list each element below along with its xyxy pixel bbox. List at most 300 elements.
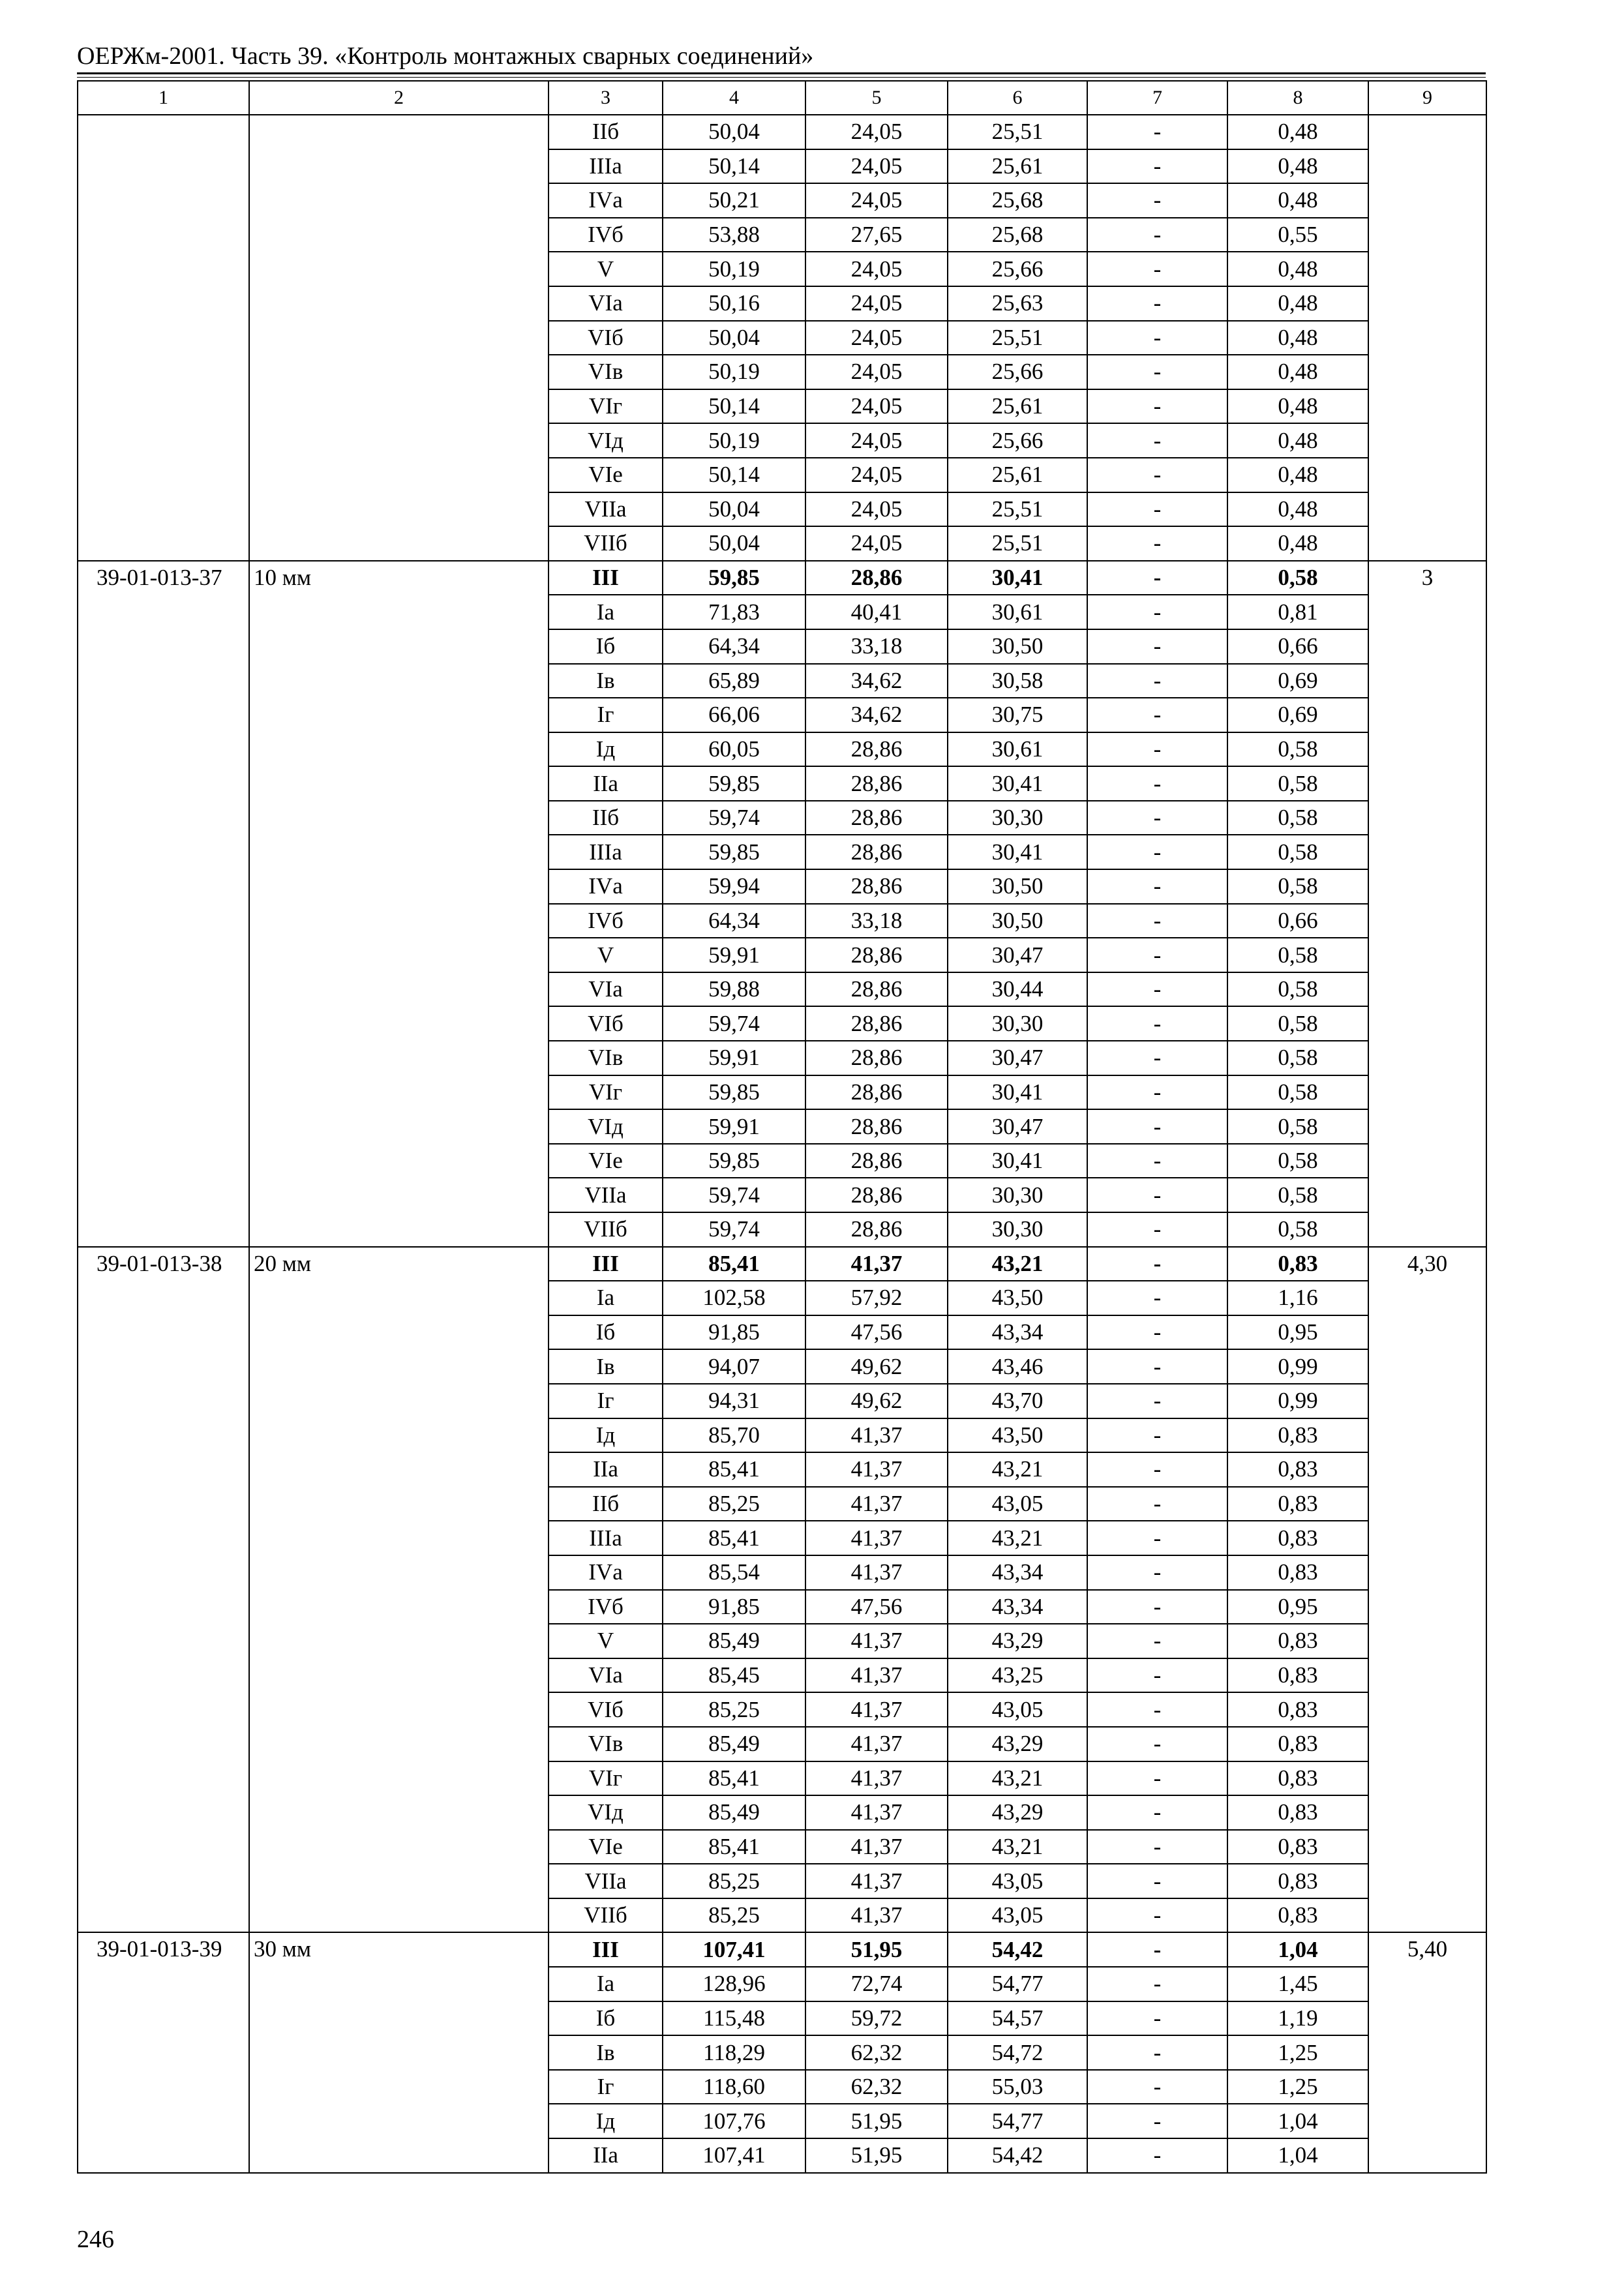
machine-cost-cell: 25,61 — [948, 389, 1087, 424]
labor-cost-cell: 72,74 — [805, 1967, 948, 2001]
measure-unit-cell: 20 мм — [249, 1247, 549, 1933]
labor-cost-cell: 49,62 — [805, 1349, 948, 1384]
zone-cell: VIд — [549, 1795, 663, 1830]
machine-cost-cell: 43,34 — [948, 1590, 1087, 1624]
machine-cost-cell: 43,21 — [948, 1247, 1087, 1281]
total-cost-cell: 50,14 — [663, 458, 805, 492]
labor-cost-cell: 34,62 — [805, 698, 948, 732]
labor-cost-cell: 28,86 — [805, 1212, 948, 1247]
total-cost-cell: 59,74 — [663, 801, 805, 835]
column-numbers-row — [78, 81, 1486, 115]
labor-cost-cell: 28,86 — [805, 938, 948, 972]
consumption-cell — [1368, 115, 1486, 561]
labor-cost-cell: 33,18 — [805, 629, 948, 664]
zone-cell: VIб — [549, 321, 663, 355]
materials-cost-cell: - — [1087, 1864, 1227, 1898]
labor-cost-cell: 51,95 — [805, 2104, 948, 2138]
zone-cell: VIа — [549, 972, 663, 1007]
total-cost-cell: 128,96 — [663, 1967, 805, 2001]
machine-cost-cell: 25,63 — [948, 286, 1087, 321]
zone-cell: VIг — [549, 1075, 663, 1110]
labor-hours-cell: 0,66 — [1227, 629, 1368, 664]
total-cost-cell: 107,41 — [663, 1932, 805, 1967]
total-cost-cell: 71,83 — [663, 595, 805, 629]
consumption-cell: 5,40 — [1368, 1932, 1486, 2172]
materials-cost-cell: - — [1087, 835, 1227, 869]
labor-hours-cell: 1,45 — [1227, 1967, 1368, 2001]
labor-hours-cell: 1,25 — [1227, 2035, 1368, 2070]
machine-cost-cell: 43,34 — [948, 1315, 1087, 1350]
labor-hours-cell: 0,81 — [1227, 595, 1368, 629]
labor-cost-cell: 34,62 — [805, 664, 948, 698]
labor-hours-cell: 1,04 — [1227, 2104, 1368, 2138]
labor-hours-cell: 0,58 — [1227, 1144, 1368, 1178]
machine-cost-cell: 55,03 — [948, 2070, 1087, 2104]
zone-cell: Iг — [549, 698, 663, 732]
labor-hours-cell: 0,83 — [1227, 1521, 1368, 1555]
labor-hours-cell: 0,83 — [1227, 1692, 1368, 1727]
materials-cost-cell: - — [1087, 1795, 1227, 1830]
machine-cost-cell: 30,30 — [948, 1212, 1087, 1247]
labor-hours-cell: 1,04 — [1227, 2138, 1368, 2173]
machine-cost-cell: 30,30 — [948, 1006, 1087, 1041]
machine-cost-cell: 43,05 — [948, 1864, 1087, 1898]
total-cost-cell: 85,25 — [663, 1692, 805, 1727]
total-cost-cell: 50,04 — [663, 115, 805, 149]
materials-cost-cell: - — [1087, 1521, 1227, 1555]
zone-cell: VIб — [549, 1692, 663, 1727]
labor-hours-cell: 0,48 — [1227, 458, 1368, 492]
zone-cell: Iг — [549, 1384, 663, 1418]
header-rule-thick — [77, 72, 1486, 74]
total-cost-cell: 85,49 — [663, 1795, 805, 1830]
zone-cell: IVб — [549, 218, 663, 252]
total-cost-cell: 85,41 — [663, 1452, 805, 1487]
total-cost-cell: 59,94 — [663, 869, 805, 904]
labor-hours-cell: 0,83 — [1227, 1555, 1368, 1590]
labor-cost-cell: 41,37 — [805, 1692, 948, 1727]
rate-code-cell: 39-01-013-37 — [78, 561, 249, 1247]
zone-cell: Iд — [549, 1418, 663, 1453]
machine-cost-cell: 43,21 — [948, 1830, 1087, 1864]
materials-cost-cell: - — [1087, 2035, 1227, 2070]
labor-hours-cell: 0,58 — [1227, 972, 1368, 1007]
total-cost-cell: 107,76 — [663, 2104, 805, 2138]
materials-cost-cell: - — [1087, 698, 1227, 732]
labor-hours-cell: 0,83 — [1227, 1830, 1368, 1864]
machine-cost-cell: 30,58 — [948, 664, 1087, 698]
labor-hours-cell: 0,58 — [1227, 561, 1368, 595]
zone-cell: IVа — [549, 869, 663, 904]
labor-cost-cell: 28,86 — [805, 835, 948, 869]
total-cost-cell: 59,85 — [663, 1144, 805, 1178]
materials-cost-cell: - — [1087, 1967, 1227, 2001]
machine-cost-cell: 30,47 — [948, 1109, 1087, 1144]
total-cost-cell: 50,19 — [663, 423, 805, 458]
materials-cost-cell: - — [1087, 183, 1227, 218]
column-number: 8 — [1227, 81, 1368, 115]
zone-cell: Iд — [549, 732, 663, 767]
labor-cost-cell: 24,05 — [805, 492, 948, 527]
materials-cost-cell: - — [1087, 1349, 1227, 1384]
zone-cell: Iб — [549, 1315, 663, 1350]
machine-cost-cell: 43,05 — [948, 1898, 1087, 1933]
zone-cell: VIа — [549, 286, 663, 321]
rate-code-cell: 39-01-013-38 — [78, 1247, 249, 1933]
labor-hours-cell: 0,48 — [1227, 149, 1368, 184]
zone-cell: III — [549, 1247, 663, 1281]
machine-cost-cell: 25,61 — [948, 149, 1087, 184]
labor-hours-cell: 0,83 — [1227, 1898, 1368, 1933]
materials-cost-cell: - — [1087, 321, 1227, 355]
zone-cell: VIIа — [549, 1178, 663, 1212]
total-cost-cell: 59,88 — [663, 972, 805, 1007]
total-cost-cell: 59,74 — [663, 1212, 805, 1247]
labor-cost-cell: 24,05 — [805, 355, 948, 389]
materials-cost-cell: - — [1087, 1727, 1227, 1761]
total-cost-cell: 59,91 — [663, 938, 805, 972]
table-row — [78, 561, 1486, 595]
total-cost-cell: 50,04 — [663, 492, 805, 527]
labor-cost-cell: 24,05 — [805, 458, 948, 492]
labor-cost-cell: 28,86 — [805, 1109, 948, 1144]
zone-cell: Iб — [549, 629, 663, 664]
machine-cost-cell: 30,50 — [948, 629, 1087, 664]
materials-cost-cell: - — [1087, 1590, 1227, 1624]
machine-cost-cell: 25,51 — [948, 321, 1087, 355]
column-number: 2 — [249, 81, 549, 115]
labor-hours-cell: 0,48 — [1227, 286, 1368, 321]
labor-hours-cell: 0,83 — [1227, 1727, 1368, 1761]
zone-cell: VIа — [549, 1658, 663, 1693]
labor-hours-cell: 1,16 — [1227, 1281, 1368, 1315]
labor-cost-cell: 28,86 — [805, 801, 948, 835]
labor-hours-cell: 0,83 — [1227, 1624, 1368, 1658]
materials-cost-cell: - — [1087, 1384, 1227, 1418]
materials-cost-cell: - — [1087, 1418, 1227, 1453]
labor-cost-cell: 41,37 — [805, 1898, 948, 1933]
total-cost-cell: 59,85 — [663, 1075, 805, 1110]
machine-cost-cell: 30,50 — [948, 869, 1087, 904]
zone-cell: VIIб — [549, 1898, 663, 1933]
labor-cost-cell: 62,32 — [805, 2070, 948, 2104]
machine-cost-cell: 25,66 — [948, 423, 1087, 458]
labor-cost-cell: 24,05 — [805, 423, 948, 458]
zone-cell: V — [549, 1624, 663, 1658]
total-cost-cell: 50,04 — [663, 321, 805, 355]
machine-cost-cell: 30,47 — [948, 938, 1087, 972]
total-cost-cell: 115,48 — [663, 2001, 805, 2036]
labor-hours-cell: 0,48 — [1227, 252, 1368, 286]
total-cost-cell: 85,25 — [663, 1864, 805, 1898]
materials-cost-cell: - — [1087, 1006, 1227, 1041]
labor-cost-cell: 24,05 — [805, 115, 948, 149]
zone-cell: VIб — [549, 1006, 663, 1041]
materials-cost-cell: - — [1087, 423, 1227, 458]
materials-cost-cell: - — [1087, 1898, 1227, 1933]
labor-cost-cell: 28,86 — [805, 1075, 948, 1110]
total-cost-cell: 94,31 — [663, 1384, 805, 1418]
zone-cell: IIа — [549, 1452, 663, 1487]
total-cost-cell: 85,49 — [663, 1624, 805, 1658]
labor-hours-cell: 0,58 — [1227, 801, 1368, 835]
zone-cell: IIIа — [549, 835, 663, 869]
zone-cell: VIг — [549, 1761, 663, 1796]
labor-hours-cell: 0,69 — [1227, 664, 1368, 698]
zone-cell: VIIа — [549, 492, 663, 527]
materials-cost-cell: - — [1087, 149, 1227, 184]
zone-cell: IIа — [549, 2138, 663, 2173]
labor-hours-cell: 0,83 — [1227, 1418, 1368, 1453]
labor-hours-cell: 0,58 — [1227, 766, 1368, 801]
column-number: 1 — [78, 81, 249, 115]
rate-code-cell: 39-01-013-39 — [78, 1932, 249, 2172]
materials-cost-cell: - — [1087, 1658, 1227, 1693]
machine-cost-cell: 30,75 — [948, 698, 1087, 732]
labor-cost-cell: 28,86 — [805, 1006, 948, 1041]
zone-cell: VIг — [549, 389, 663, 424]
materials-cost-cell: - — [1087, 766, 1227, 801]
labor-cost-cell: 24,05 — [805, 252, 948, 286]
total-cost-cell: 118,60 — [663, 2070, 805, 2104]
materials-cost-cell: - — [1087, 904, 1227, 938]
machine-cost-cell: 25,51 — [948, 492, 1087, 527]
machine-cost-cell: 30,44 — [948, 972, 1087, 1007]
labor-hours-cell: 1,04 — [1227, 1932, 1368, 1967]
labor-hours-cell: 0,83 — [1227, 1864, 1368, 1898]
machine-cost-cell: 25,51 — [948, 526, 1087, 561]
machine-cost-cell: 43,70 — [948, 1384, 1087, 1418]
materials-cost-cell: - — [1087, 218, 1227, 252]
labor-cost-cell: 28,86 — [805, 561, 948, 595]
labor-cost-cell: 24,05 — [805, 149, 948, 184]
measure-unit-cell: 30 мм — [249, 1932, 549, 2172]
labor-cost-cell: 24,05 — [805, 526, 948, 561]
column-number: 4 — [663, 81, 805, 115]
labor-hours-cell: 0,95 — [1227, 1315, 1368, 1350]
labor-cost-cell: 24,05 — [805, 321, 948, 355]
labor-hours-cell: 0,58 — [1227, 1178, 1368, 1212]
zone-cell: IIб — [549, 115, 663, 149]
materials-cost-cell: - — [1087, 2138, 1227, 2173]
labor-cost-cell: 33,18 — [805, 904, 948, 938]
table-row — [78, 1932, 1486, 1967]
total-cost-cell: 59,85 — [663, 766, 805, 801]
materials-cost-cell: - — [1087, 1109, 1227, 1144]
labor-cost-cell: 47,56 — [805, 1315, 948, 1350]
labor-hours-cell: 0,48 — [1227, 389, 1368, 424]
consumption-cell: 3 — [1368, 561, 1486, 1247]
materials-cost-cell: - — [1087, 629, 1227, 664]
machine-cost-cell: 30,41 — [948, 1144, 1087, 1178]
labor-hours-cell: 0,69 — [1227, 698, 1368, 732]
labor-hours-cell: 0,58 — [1227, 869, 1368, 904]
total-cost-cell: 91,85 — [663, 1590, 805, 1624]
total-cost-cell: 59,85 — [663, 835, 805, 869]
labor-hours-cell: 0,83 — [1227, 1247, 1368, 1281]
materials-cost-cell: - — [1087, 1041, 1227, 1075]
labor-hours-cell: 0,48 — [1227, 321, 1368, 355]
materials-cost-cell: - — [1087, 2070, 1227, 2104]
machine-cost-cell: 30,61 — [948, 595, 1087, 629]
labor-cost-cell: 28,86 — [805, 1144, 948, 1178]
total-cost-cell: 60,05 — [663, 732, 805, 767]
zone-cell: Iв — [549, 664, 663, 698]
column-number: 3 — [549, 81, 663, 115]
labor-cost-cell: 24,05 — [805, 286, 948, 321]
materials-cost-cell: - — [1087, 286, 1227, 321]
zone-cell: VIв — [549, 355, 663, 389]
document-header-title: ОЕРЖм-2001. Часть 39. «Контроль монтажных сварных соединений» — [77, 42, 814, 70]
total-cost-cell: 85,41 — [663, 1247, 805, 1281]
labor-hours-cell: 0,99 — [1227, 1349, 1368, 1384]
labor-cost-cell: 41,37 — [805, 1521, 948, 1555]
materials-cost-cell: - — [1087, 492, 1227, 527]
column-number: 5 — [805, 81, 948, 115]
total-cost-cell: 85,45 — [663, 1658, 805, 1693]
labor-cost-cell: 49,62 — [805, 1384, 948, 1418]
total-cost-cell: 50,21 — [663, 183, 805, 218]
labor-hours-cell: 0,66 — [1227, 904, 1368, 938]
machine-cost-cell: 43,50 — [948, 1418, 1087, 1453]
labor-cost-cell: 41,37 — [805, 1727, 948, 1761]
machine-cost-cell: 30,47 — [948, 1041, 1087, 1075]
zone-cell: Iа — [549, 1281, 663, 1315]
total-cost-cell: 50,19 — [663, 355, 805, 389]
labor-hours-cell: 0,58 — [1227, 1109, 1368, 1144]
materials-cost-cell: - — [1087, 1932, 1227, 1967]
column-number: 9 — [1368, 81, 1486, 115]
labor-hours-cell: 0,83 — [1227, 1487, 1368, 1521]
materials-cost-cell: - — [1087, 1555, 1227, 1590]
total-cost-cell: 91,85 — [663, 1315, 805, 1350]
labor-cost-cell: 47,56 — [805, 1590, 948, 1624]
measure-unit-cell — [249, 115, 549, 561]
labor-cost-cell: 27,65 — [805, 218, 948, 252]
zone-cell: VIв — [549, 1041, 663, 1075]
materials-cost-cell: - — [1087, 664, 1227, 698]
labor-cost-cell: 28,86 — [805, 1178, 948, 1212]
total-cost-cell: 59,91 — [663, 1109, 805, 1144]
materials-cost-cell: - — [1087, 1830, 1227, 1864]
machine-cost-cell: 43,46 — [948, 1349, 1087, 1384]
labor-cost-cell: 41,37 — [805, 1830, 948, 1864]
total-cost-cell: 59,91 — [663, 1041, 805, 1075]
labor-cost-cell: 41,37 — [805, 1864, 948, 1898]
materials-cost-cell: - — [1087, 1761, 1227, 1796]
rates-table — [77, 80, 1487, 2174]
total-cost-cell: 65,89 — [663, 664, 805, 698]
column-number: 6 — [948, 81, 1087, 115]
machine-cost-cell: 43,21 — [948, 1452, 1087, 1487]
machine-cost-cell: 54,72 — [948, 2035, 1087, 2070]
labor-hours-cell: 0,99 — [1227, 1384, 1368, 1418]
materials-cost-cell: - — [1087, 1315, 1227, 1350]
zone-cell: III — [549, 561, 663, 595]
zone-cell: IVа — [549, 183, 663, 218]
machine-cost-cell: 30,30 — [948, 1178, 1087, 1212]
labor-cost-cell: 41,37 — [805, 1795, 948, 1830]
machine-cost-cell: 30,41 — [948, 835, 1087, 869]
total-cost-cell: 59,74 — [663, 1006, 805, 1041]
labor-cost-cell: 41,37 — [805, 1487, 948, 1521]
zone-cell: VIIа — [549, 1864, 663, 1898]
machine-cost-cell: 25,68 — [948, 183, 1087, 218]
machine-cost-cell: 43,21 — [948, 1761, 1087, 1796]
materials-cost-cell: - — [1087, 526, 1227, 561]
materials-cost-cell: - — [1087, 115, 1227, 149]
machine-cost-cell: 43,50 — [948, 1281, 1087, 1315]
table-row — [78, 115, 1486, 149]
labor-hours-cell: 0,58 — [1227, 1075, 1368, 1110]
labor-cost-cell: 24,05 — [805, 389, 948, 424]
materials-cost-cell: - — [1087, 389, 1227, 424]
labor-cost-cell: 51,95 — [805, 1932, 948, 1967]
total-cost-cell: 53,88 — [663, 218, 805, 252]
labor-cost-cell: 28,86 — [805, 766, 948, 801]
materials-cost-cell: - — [1087, 801, 1227, 835]
zone-cell: Iд — [549, 2104, 663, 2138]
zone-cell: Iг — [549, 2070, 663, 2104]
machine-cost-cell: 43,05 — [948, 1487, 1087, 1521]
machine-cost-cell: 54,57 — [948, 2001, 1087, 2036]
machine-cost-cell: 54,77 — [948, 1967, 1087, 2001]
zone-cell: Iб — [549, 2001, 663, 2036]
zone-cell: III — [549, 1932, 663, 1967]
labor-hours-cell: 0,95 — [1227, 1590, 1368, 1624]
machine-cost-cell: 25,51 — [948, 115, 1087, 149]
total-cost-cell: 85,49 — [663, 1727, 805, 1761]
total-cost-cell: 59,74 — [663, 1178, 805, 1212]
zone-cell: VIд — [549, 423, 663, 458]
labor-cost-cell: 41,37 — [805, 1418, 948, 1453]
zone-cell: VIе — [549, 458, 663, 492]
materials-cost-cell: - — [1087, 252, 1227, 286]
labor-hours-cell: 0,58 — [1227, 732, 1368, 767]
total-cost-cell: 85,25 — [663, 1487, 805, 1521]
total-cost-cell: 94,07 — [663, 1349, 805, 1384]
total-cost-cell: 50,14 — [663, 389, 805, 424]
labor-hours-cell: 0,48 — [1227, 526, 1368, 561]
rate-code-cell — [78, 115, 249, 561]
total-cost-cell: 64,34 — [663, 904, 805, 938]
zone-cell: Iа — [549, 595, 663, 629]
labor-hours-cell: 1,25 — [1227, 2070, 1368, 2104]
machine-cost-cell: 30,61 — [948, 732, 1087, 767]
labor-hours-cell: 0,83 — [1227, 1452, 1368, 1487]
total-cost-cell: 85,25 — [663, 1898, 805, 1933]
total-cost-cell: 50,16 — [663, 286, 805, 321]
header-rule-thin — [77, 77, 1486, 78]
labor-cost-cell: 59,72 — [805, 2001, 948, 2036]
total-cost-cell: 50,19 — [663, 252, 805, 286]
labor-hours-cell: 0,55 — [1227, 218, 1368, 252]
zone-cell: VIв — [549, 1727, 663, 1761]
labor-cost-cell: 41,37 — [805, 1247, 948, 1281]
machine-cost-cell: 30,30 — [948, 801, 1087, 835]
total-cost-cell: 85,41 — [663, 1830, 805, 1864]
total-cost-cell: 85,70 — [663, 1418, 805, 1453]
labor-hours-cell: 0,83 — [1227, 1658, 1368, 1693]
materials-cost-cell: - — [1087, 595, 1227, 629]
zone-cell: IVа — [549, 1555, 663, 1590]
zone-cell: IVб — [549, 1590, 663, 1624]
labor-cost-cell: 28,86 — [805, 869, 948, 904]
labor-cost-cell: 51,95 — [805, 2138, 948, 2173]
page-number: 246 — [77, 2226, 114, 2253]
total-cost-cell: 118,29 — [663, 2035, 805, 2070]
machine-cost-cell: 54,77 — [948, 2104, 1087, 2138]
